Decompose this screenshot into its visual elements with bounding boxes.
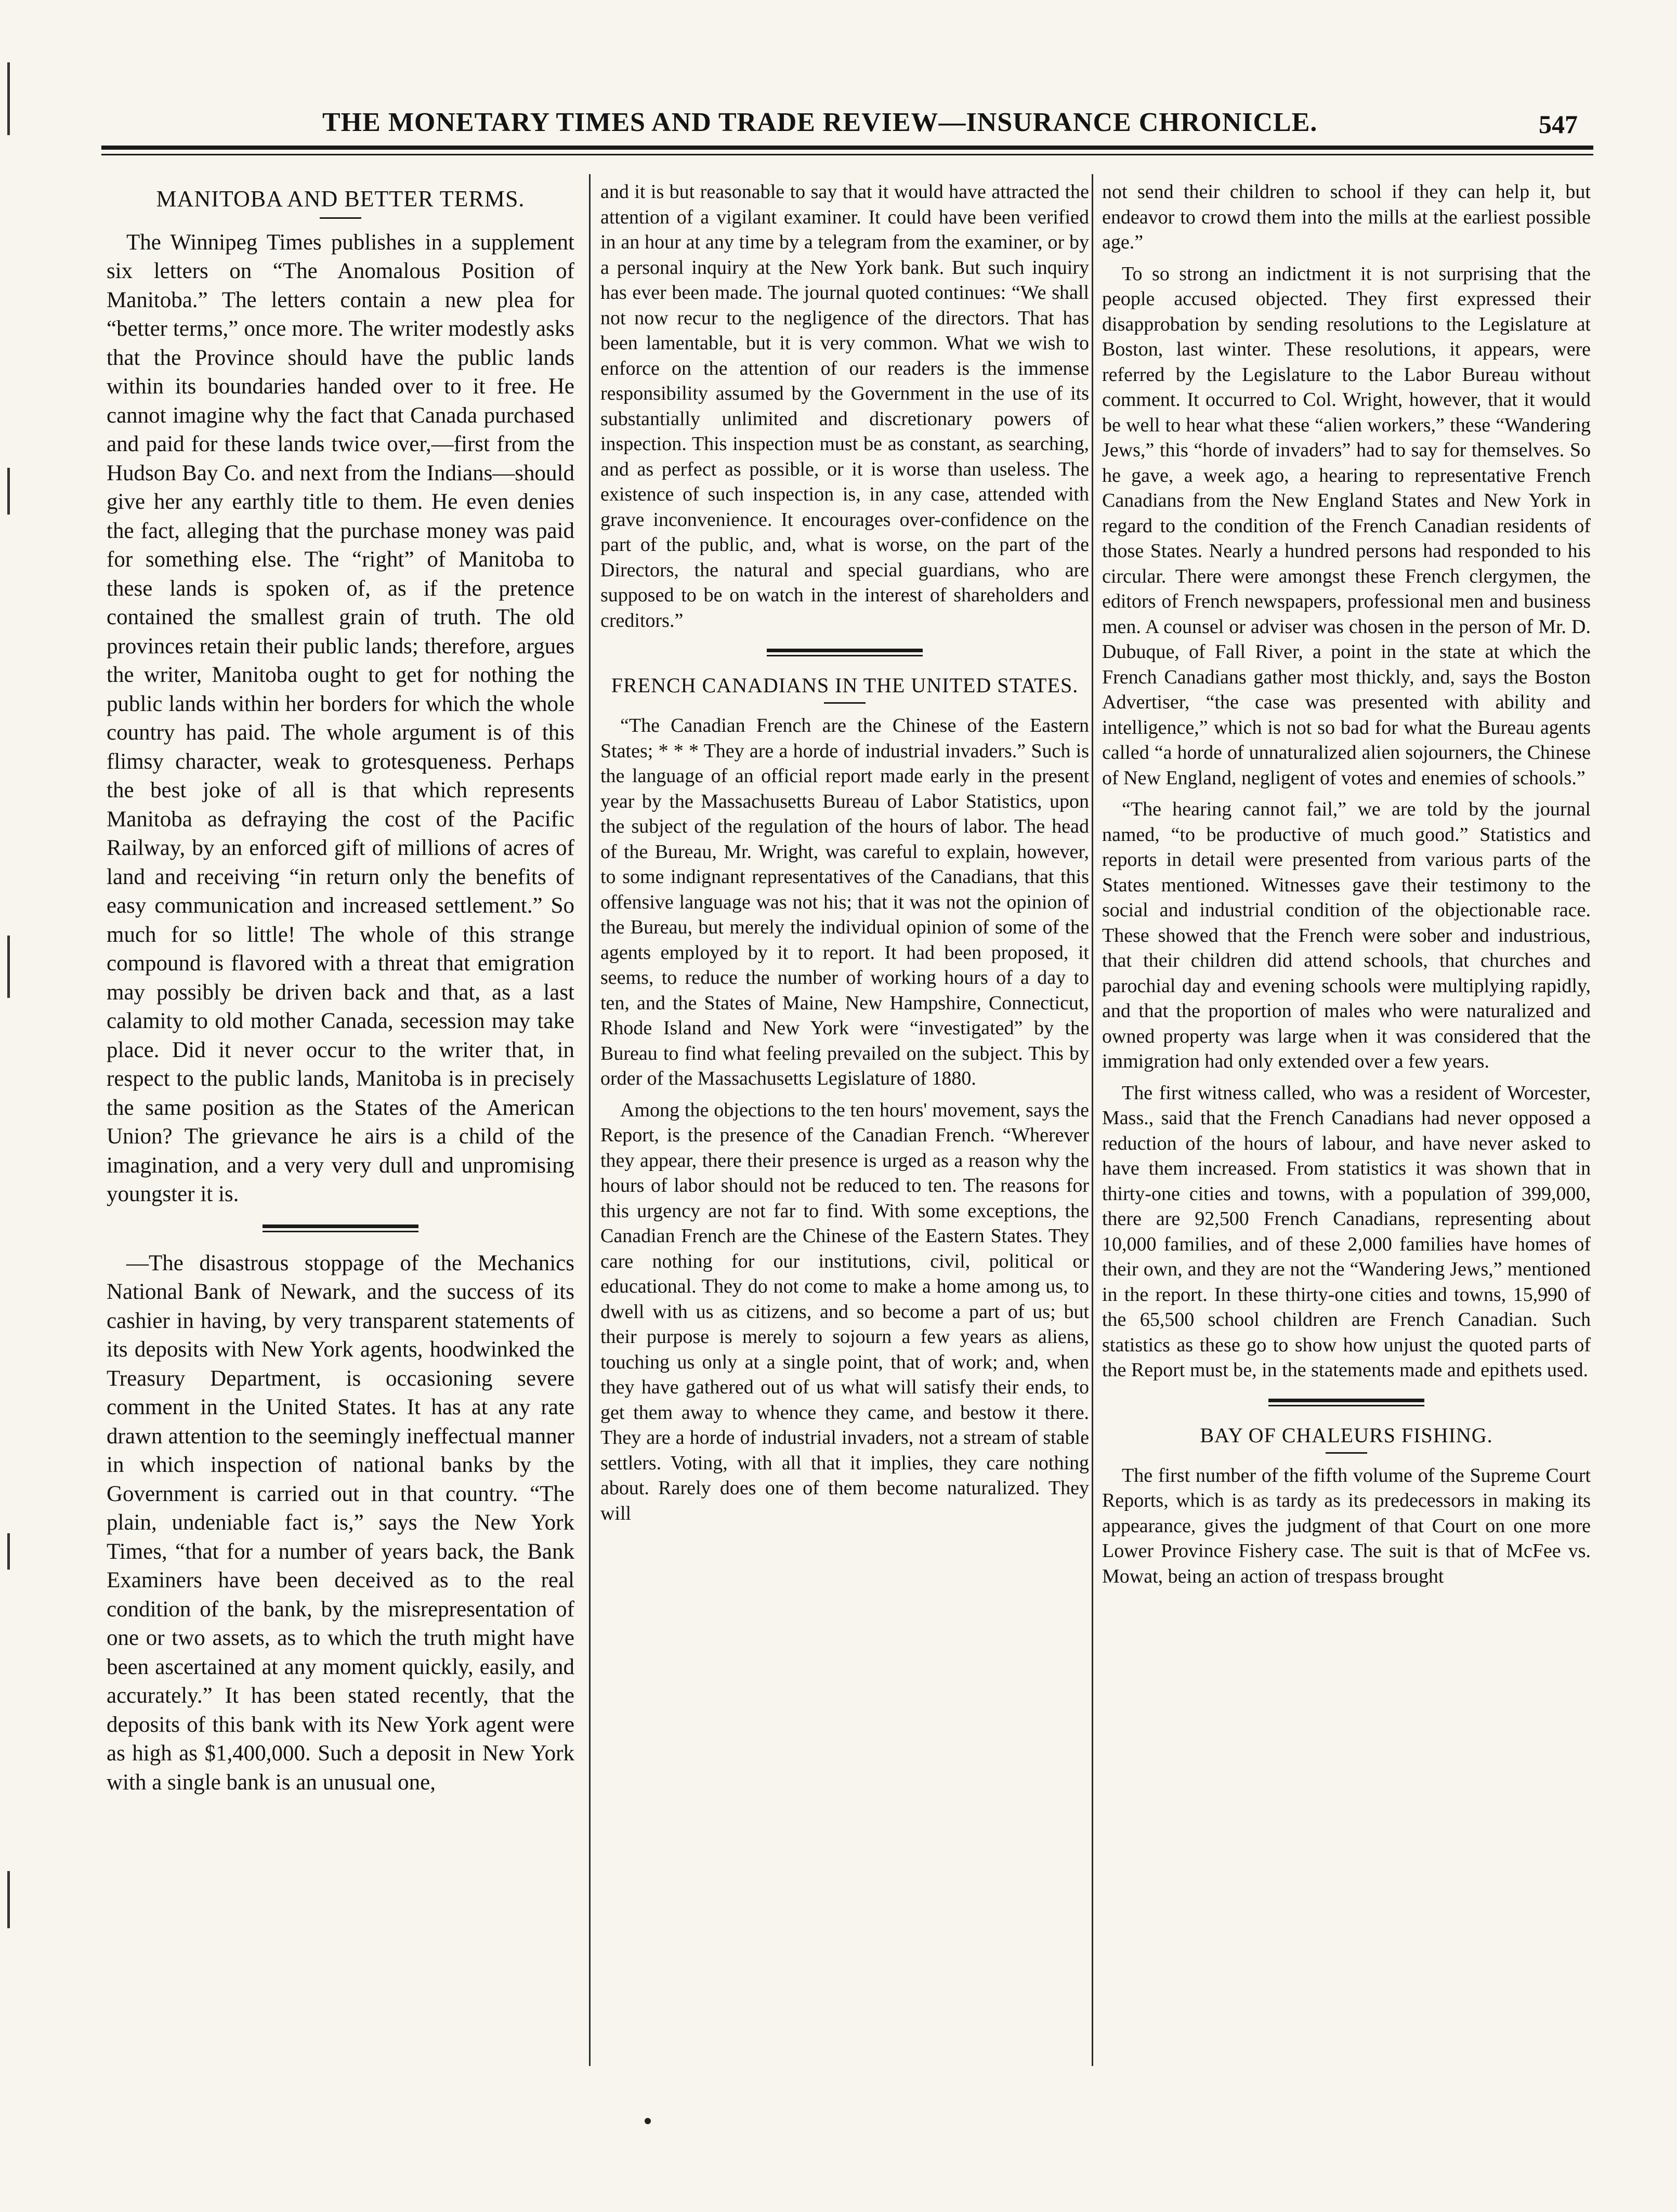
page-number: 547 bbox=[1539, 110, 1578, 139]
heading-underline bbox=[824, 702, 866, 704]
article-body-manitoba: The Winnipeg Times publishes in a supplement six letters on “The Anomalous Position of Manitoba.” The letters contain a new plea for “better terms,” once more. The writer modestly asks that the Province should have the public lands within its boundaries handed over to it free. He cannot imagine why the fact that Canada purchased and paid for these lands twice over,—first from the Hudson Bay Co. and next from the Indians—should give her any earthly title to them. He even denies the fact, alleging that the purchase money was paid for something else. The “right” of Manitoba to these lands is spoken of, as if the pretence contained the smallest grain of truth. The old provinces retain their public lands; therefore, argues the writer, Manitoba ought to get for nothing the public lands within her borders for which the whole country has paid. The whole argument is of this flimsy character, weak to grotesqueness. Perhaps the best joke of all is that which represents Manitoba as defraying the cost of the Pacific Railway, by an enforced gift of millions of acres of land and receiving “in return only the benefits of easy communication and increased settlement.” So much for so little! The whole of this strange compound is flavored with a threat that emigration may possibly be driven back and that, as a last calamity to old mother Canada, secession may take place. Did it never occur to the writer that, in respect to the public lands, Manitoba is in precisely the same position as the States of the American Union? The grievance he airs is a child of the imagination, and a very very dull and unpromising youngster it is. bbox=[107, 230, 574, 1207]
article-continuation-newark-bank: and it is but reasonable to say that it would have attracted the attention of a vigilant examiner. It could have been verified in an hour at any time by a telegram from the examiner, or by a personal inquiry at the New York bank. But such inquiry has ever been made. The journal quoted continues: “We shall not now recur to the negligence of the directors. That has been lamentable, but it is very common. What we wish to enforce on the attention of our readers is the immense responsibility assumed by the Government in the use of its substantially unlimited and discretionary powers of inspection. This inspection must be as constant, as searching, and as perfect as possible, or it is worse than useless. The existence of such inspection is, in any case, attended with grave inconvenience. It encourages over-confidence on the part of the public, and, what is worse, on the part of the Directors, the natural and special guardians, who are supposed to be on watch in the interest of shareholders and creditors.” bbox=[600, 181, 1089, 631]
header-rule-thick bbox=[101, 146, 1593, 150]
article-body-bay-of-chaleurs: The first number of the fifth volume of the Supreme Court Reports, which is as tardy as its predecessors in making its appearance, gives the judgment of that Court on one more Lower Province Fishery case. The suit is that of McFee vs. Mowat, being an action of trespass brought bbox=[1102, 1464, 1591, 1587]
printer-mark bbox=[645, 2118, 651, 2124]
article-continuation-french-canadians: not send their children to school if they can help it, but endeavor to crowd them into the mills at the earliest possible age.” bbox=[1102, 181, 1591, 253]
header-rule-thin bbox=[101, 154, 1593, 155]
heading-underline bbox=[1326, 1452, 1367, 1454]
article-heading-bay-of-chaleurs: BAY OF CHALEURS FISHING. bbox=[1200, 1423, 1493, 1447]
section-separator bbox=[1268, 1399, 1424, 1406]
column-3 bbox=[1102, 179, 1591, 2061]
column-2 bbox=[600, 179, 1089, 2061]
article-body-french-canadians-4: “The hearing cannot fail,” we are told by the journal named, “to be productive of much good.” Statistics and reports in detail were presented from various parts of the States mentioned. Witnesses gave their testimony to the social and industrial condition of the objectionable race. These showed that the French were sober and industrious, that their children did attend schools, that churches and parochial day and evening schools were multiplying rapidly, and that the proportion of males who were naturalized and owned property was large when it was considered that the immigration had only extended over a few years. bbox=[1102, 798, 1591, 1072]
masthead-title: THE MONETARY TIMES AND TRADE REVIEW—INSURANCE CHRONICLE. bbox=[322, 108, 1318, 137]
heading-underline bbox=[320, 217, 361, 219]
section-separator bbox=[767, 649, 923, 656]
article-body-french-canadians-1: “The Canadian French are the Chinese of the Eastern States; * * * They are a horde of industrial invaders.” Such is the language of an official report made early in the present year by the Massachusetts Bureau of Labor Statistics, upon the subject of the regulation of the hours of labor. The head of the Bureau, Mr. Wright, was careful to explain, however, to some indignant representatives of the Canadians, that this offensive language was not his; that it was not the opinion of the Bureau, but merely the individual opinion of some of the agents employed by it to report. It had been proposed, it seems, to reduce the number of working hours of a day to ten, and the States of Maine, New Hampshire, Connecticut, Rhode Island and New York were “investigated” by the Bureau to find what feeling prevailed on the subject. This by order of the Massachusetts Legislature of 1880. bbox=[600, 715, 1089, 1089]
article-body-french-canadians-3: To so strong an indictment it is not surprising that the people accused objected. They first expressed their disapprobation by sending resolutions to the Legislature at Boston, last winter. These resolutions, it appears, were referred by the Legislature to the Labor Bureau without comment. It occurred to Col. Wright, however, that it would be well to hear what these “alien workers,” these “Wandering Jews,” this “horde of invaders” had to say for themselves. So he gave, a week ago, a hearing to representative French Canadians from the New England States and New York in regard to the condition of the French Canadian residents of those States. Nearly a hundred persons had responded to his circular. There were amongst these French clergymen, the editors of French newspapers, professional men and business men. A counsel or adviser was chosen in the person of Mr. D. Dubuque, of Fall River, a point in the state at which the French Canadians gather most thickly, and, says the Boston Advertiser, “the case was presented with ability and intelligence,” which is not so bad for what the Bureau agents called “a horde of unnaturalized alien sojourners, the Chinese of New England, negligent of votes and enemies of schools.” bbox=[1102, 262, 1591, 789]
article-body-french-canadians-2: Among the objections to the ten hours' movement, says the Report, is the presence of the Canadian French. “Wherever they appear, there their presence is urged as a reason why the hours of labor should not be reduced to ten. The reasons for this urgency are not far to find. With some exceptions, the Canadian French are the Chinese of the Eastern States. They care nothing for our institutions, civil, political or educational. They do not come to make a home among us, to dwell with us as citizens, and so become a part of us; but their purpose is merely to sojourn a few years as aliens, touching us only at a single point, that of work; and, when they have gathered out of us what will satisfy their ends, to get them away to whence they came, and bestow it there. They are a horde of industrial invaders, not a stream of stable settlers. Voting, with all that it implies, they care nothing about. Rarely does one of them become naturalized. They will bbox=[600, 1099, 1089, 1524]
article-body-french-canadians-5: The first witness called, who was a resident of Worcester, Mass., said that the French Canadians had never opposed a reduction of the hours of labour, and have never asked to have them increased. From statistics it was shown that in thirty-one cities and towns, with a population of 399,000, there are 92,500 French Canadians, representing about 10,000 families, and of these 2,000 families have homes of their own, and they are not the “Wandering Jews,” mentioned in the report. In these thirty-one cities and towns, 15,990 of the 65,500 school children are French Canadian. Such statistics as these go to show how unjust the quoted parts of the Report must be, in the statements made and epithets used. bbox=[1102, 1082, 1591, 1381]
article-heading-manitoba: MANITOBA AND BETTER TERMS. bbox=[156, 186, 525, 212]
section-separator bbox=[263, 1224, 418, 1232]
article-body-newark-bank: —The disastrous stoppage of the Mechanics National Bank of Newark, and the success of its cashier in having, by very transparent statements of its deposits with New York agents, hoodwinked the Treasury Department, is occasioning severe comment in the United States. It has at any rate drawn attention to the seemingly ineffectual manner in which inspection of national banks by the Government is carried out in that country. “The plain, undeniable fact is,” says the New York Times, “that for a number of years back, the Bank Examiners have been deceived as to the real condition of the bank, by the misrepresentation of one or two assets, as to which the truth might have been ascertained at any moment quickly, easily, and accurately.” It has been stated recently, that the deposits of this bank with its New York agent were as high as $1,400,000. Such a deposit in New York with a single bank is an unusual one, bbox=[107, 1250, 574, 1795]
column-divider-1 bbox=[589, 174, 591, 2066]
article-heading-french-canadians: FRENCH CANADIANS IN THE UNITED STATES. bbox=[611, 674, 1079, 697]
column-1 bbox=[107, 179, 574, 2061]
binding-margin bbox=[0, 0, 31, 2212]
column-divider-2 bbox=[1092, 174, 1093, 2066]
